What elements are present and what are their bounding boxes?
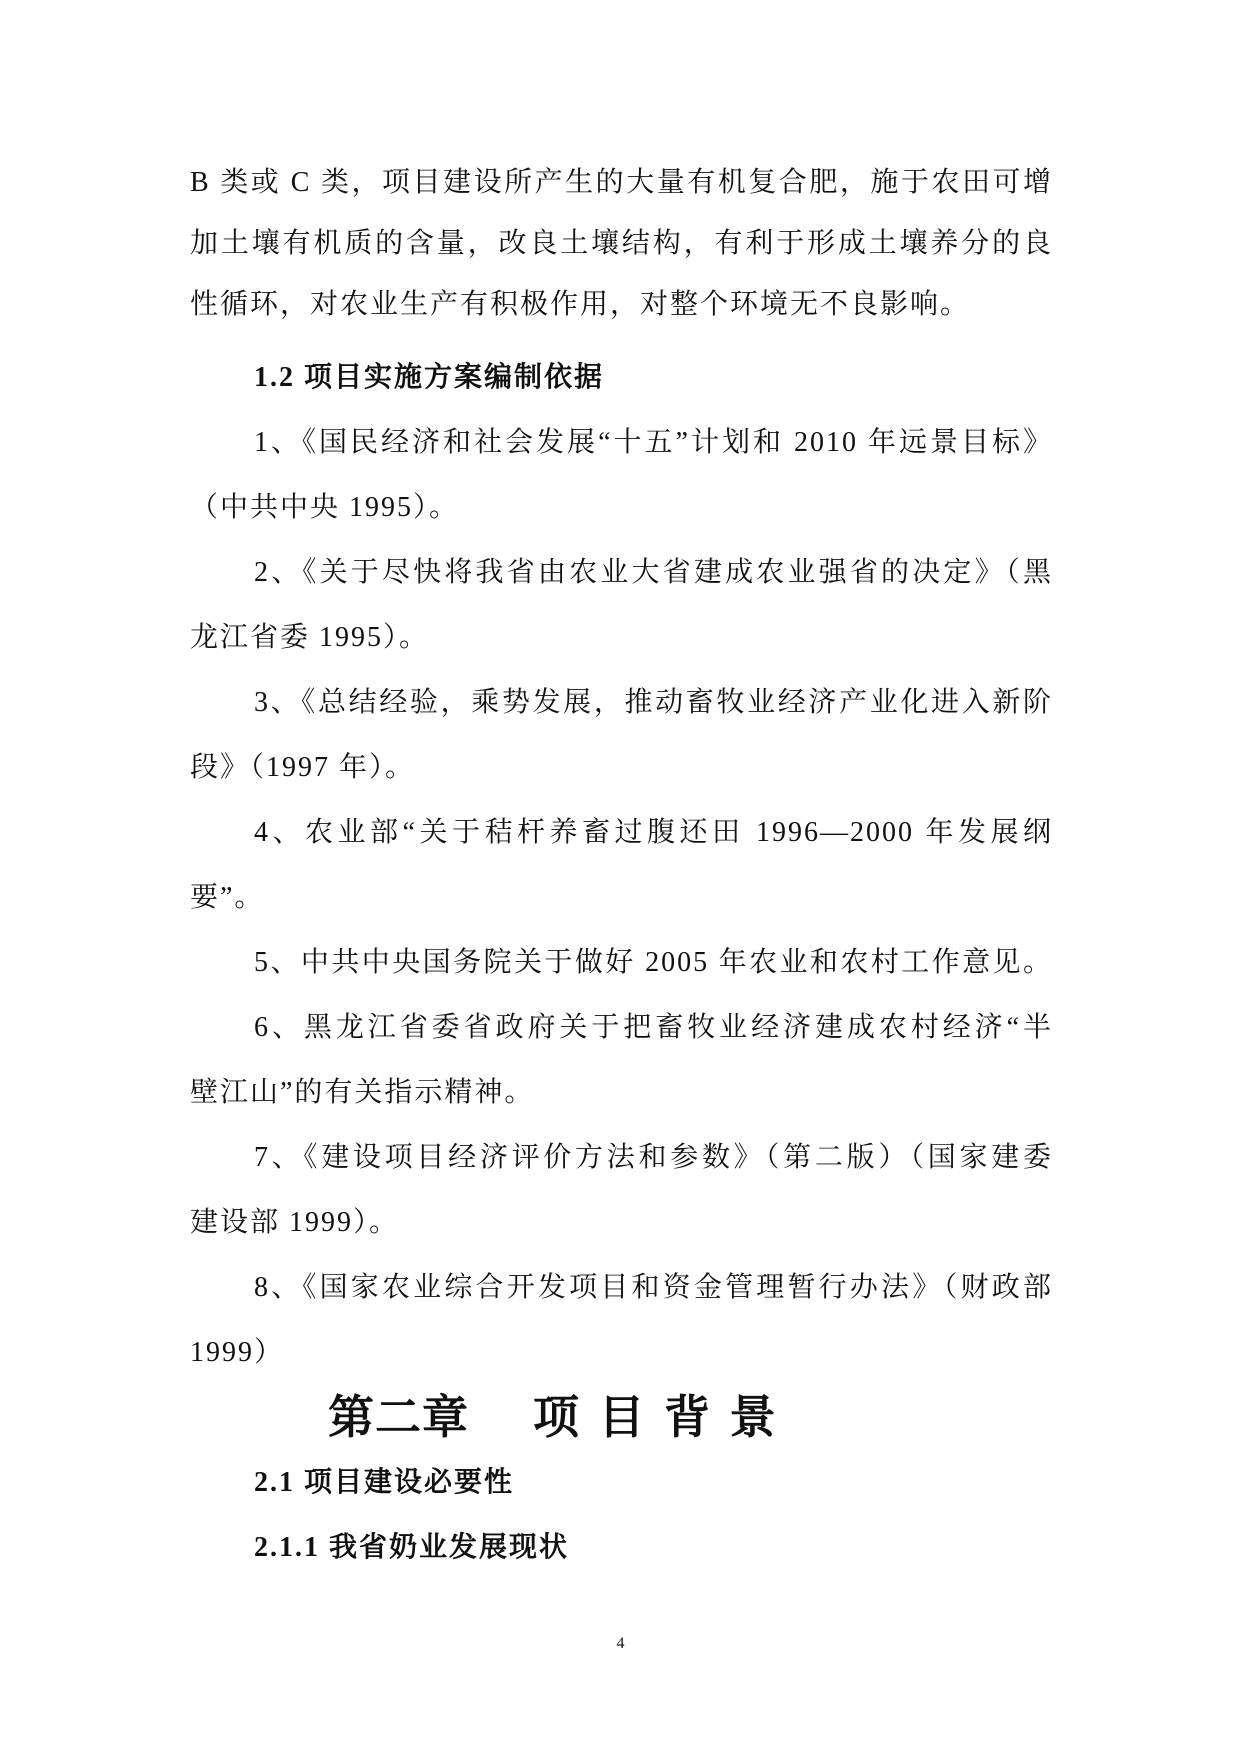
reference-line: 8、《国家农业综合开发项目和资金管理暂行办法》（财政部	[254, 1272, 1053, 1303]
intro-paragraph	[190, 152, 1053, 335]
reference-item-5	[190, 930, 1053, 995]
reference-item-8	[190, 1255, 1053, 1385]
page-body	[190, 152, 1053, 1580]
paragraph-line: 加土壤有机质的含量，改良土壤结构，有利于形成土壤养分的良	[190, 228, 1053, 259]
page-number: 4	[616, 1635, 625, 1652]
reference-line: 段》（1997 年）。	[190, 752, 416, 783]
reference-line: 4、农业部“关于秸杆养畜过腹还田 1996—2000 年发展纲	[254, 817, 1053, 848]
paragraph-line: B 类或 C 类，项目建设所产生的大量有机复合肥，施于农田可增	[190, 167, 1053, 198]
reference-line: 壁江山”的有关指示精神。	[190, 1077, 535, 1108]
reference-line: 7、《建设项目经济评价方法和参数》（第二版）（国家建委	[254, 1142, 1053, 1173]
reference-item-3	[190, 670, 1053, 800]
reference-line: 3、《总结经验，乘势发展，推动畜牧业经济产业化进入新阶	[254, 687, 1053, 718]
chapter-number: 第二章	[328, 1392, 469, 1443]
reference-line: （中共中央 1995）。	[190, 492, 460, 523]
reference-line: 要”。	[190, 882, 265, 913]
chapter-title: 项 目 背 景	[533, 1392, 780, 1443]
paragraph-line: 性循环，对农业生产有积极作用，对整个环境无不良影响。	[190, 289, 971, 320]
chapter-heading	[190, 1385, 1053, 1450]
reference-item-7	[190, 1125, 1053, 1255]
reference-item-6	[190, 995, 1053, 1125]
reference-line: 建设部 1999）。	[190, 1207, 400, 1238]
reference-line: 龙江省委 1995）。	[190, 622, 430, 653]
reference-item-2	[190, 540, 1053, 670]
reference-line: 1999）	[190, 1337, 285, 1368]
reference-line: 6、黑龙江省委省政府关于把畜牧业经济建成农村经济“半	[254, 1012, 1053, 1043]
section-heading-1-2: 1.2 项目实施方案编制依据	[254, 362, 605, 393]
reference-line: 2、《关于尽快将我省由农业大省建成农业强省的决定》（黑	[254, 557, 1053, 588]
section-heading-2-1: 2.1 项目建设必要性	[254, 1467, 515, 1498]
reference-line: 1、《国民经济和社会发展“十五”计划和 2010 年远景目标》	[254, 427, 1053, 458]
reference-list	[190, 410, 1053, 1385]
reference-item-4	[190, 800, 1053, 930]
reference-line: 5、中共中央国务院关于做好 2005 年农业和农村工作意见。	[254, 947, 1053, 978]
subsection-heading-2-1-1: 2.1.1 我省奶业发展现状	[254, 1532, 570, 1563]
reference-item-1	[190, 410, 1053, 540]
